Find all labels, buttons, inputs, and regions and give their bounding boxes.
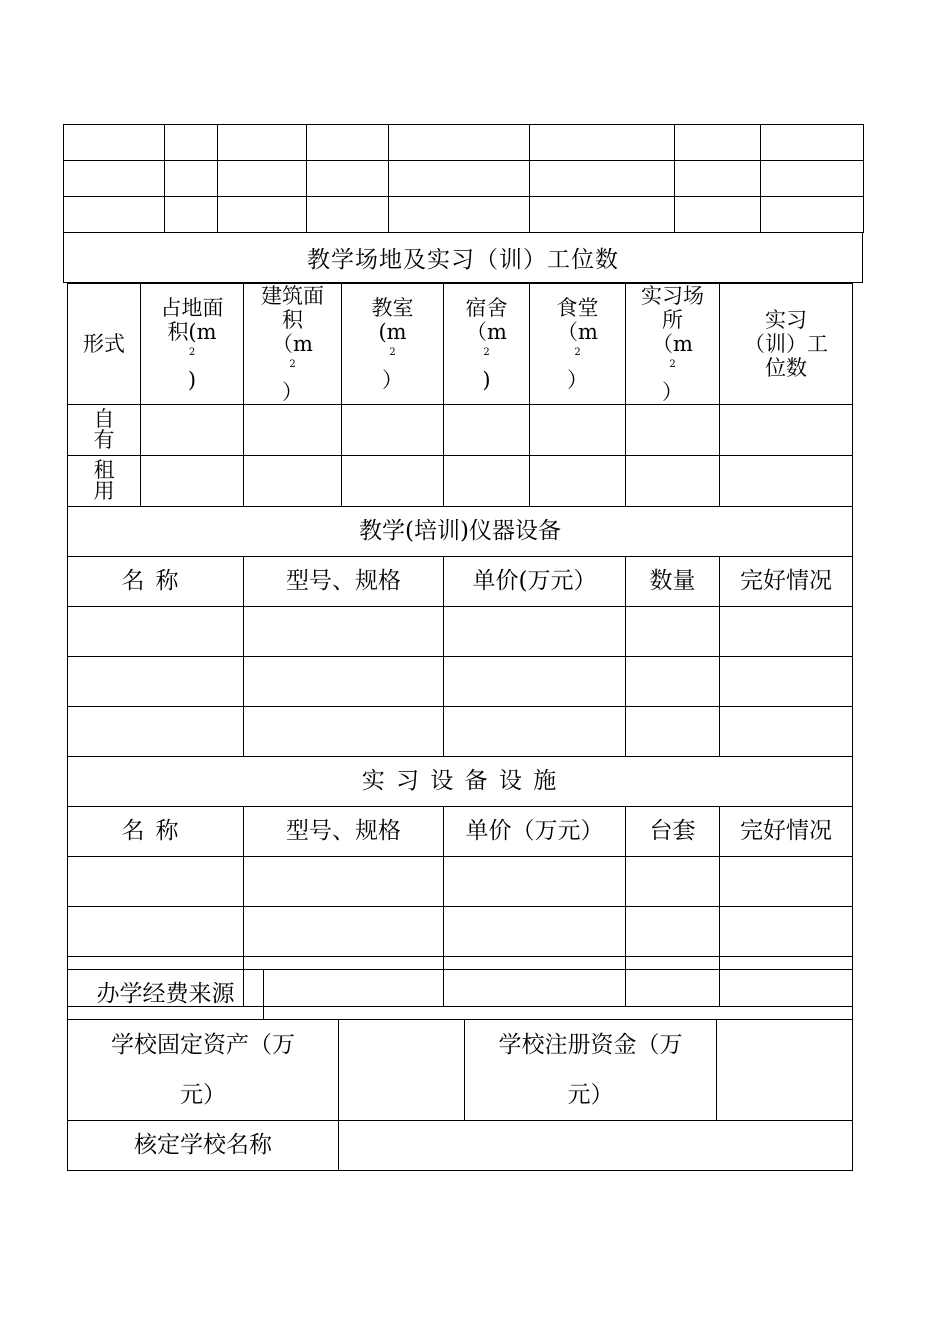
col-condition: 完好情况 bbox=[720, 807, 853, 857]
assets-row bbox=[68, 1020, 853, 1121]
approved-name-row bbox=[68, 1121, 853, 1171]
site-row-owned bbox=[68, 405, 853, 456]
header-form: 形式 bbox=[68, 284, 141, 405]
instrument-section-title: 教学(培训)仪器设备 bbox=[68, 507, 853, 557]
col-sets: 台套 bbox=[626, 807, 720, 857]
site-header-row bbox=[68, 284, 853, 405]
col-quantity: 数量 bbox=[626, 557, 720, 607]
instrument-section-row bbox=[68, 507, 853, 557]
header-classroom: 教室 (m $^2$ ） bbox=[342, 284, 444, 405]
header-canteen: 食堂 （m $^2$ ） bbox=[530, 284, 626, 405]
table-row bbox=[68, 857, 853, 907]
table-row bbox=[64, 161, 864, 197]
practice-section-row bbox=[68, 757, 853, 807]
header-practice-site: 实习场 所 （m $^2$ ） bbox=[626, 284, 720, 405]
col-unit-price: 单价（万元） bbox=[444, 807, 626, 857]
funding-table bbox=[67, 969, 853, 1171]
header-workstations: 实习 （训）工 位数 bbox=[720, 284, 853, 405]
col-model: 型号、规格 bbox=[244, 807, 444, 857]
header-land-area: 占地面 积(m $^2$ ) bbox=[141, 284, 244, 405]
main-form-table bbox=[67, 283, 853, 1007]
practice-header-row bbox=[68, 807, 853, 857]
table-row bbox=[68, 657, 853, 707]
table-row bbox=[64, 125, 864, 161]
col-unit-price: 单价(万元） bbox=[444, 557, 626, 607]
top-blank-table bbox=[63, 124, 864, 233]
col-name: 名称 bbox=[68, 807, 244, 857]
funding-source-label: 办学经费来源 bbox=[68, 970, 264, 1020]
funding-source-row bbox=[68, 970, 853, 1020]
approved-name-field[interactable] bbox=[339, 1121, 853, 1171]
funding-source-field[interactable] bbox=[264, 970, 853, 1020]
row-label-rented: 租用 bbox=[93, 458, 115, 503]
site-section-title: 教学场地及实习（训）工位数 bbox=[63, 232, 863, 283]
col-condition: 完好情况 bbox=[720, 557, 853, 607]
fixed-assets-label: 学校固定资产（万元） bbox=[111, 1032, 295, 1108]
site-row-rented bbox=[68, 456, 853, 507]
table-row bbox=[68, 707, 853, 757]
registered-capital-label: 学校注册资金（万元） bbox=[498, 1032, 683, 1108]
registered-capital-field[interactable] bbox=[717, 1020, 853, 1121]
header-dormitory: 宿舍 （m $^2$ ) bbox=[444, 284, 530, 405]
header-building-area: 建筑面 积 （m $^2$ ） bbox=[244, 284, 342, 405]
approved-name-label: 核定学校名称 bbox=[68, 1121, 339, 1171]
table-row bbox=[68, 607, 853, 657]
col-model: 型号、规格 bbox=[244, 557, 444, 607]
table-row bbox=[64, 197, 864, 233]
fixed-assets-field[interactable] bbox=[339, 1020, 465, 1121]
col-name: 名称 bbox=[68, 557, 244, 607]
instrument-header-row bbox=[68, 557, 853, 607]
table-row bbox=[68, 907, 853, 957]
practice-section-title: 实 习 设 备 设 施 bbox=[68, 757, 853, 807]
row-label-owned: 自有 bbox=[93, 407, 115, 452]
